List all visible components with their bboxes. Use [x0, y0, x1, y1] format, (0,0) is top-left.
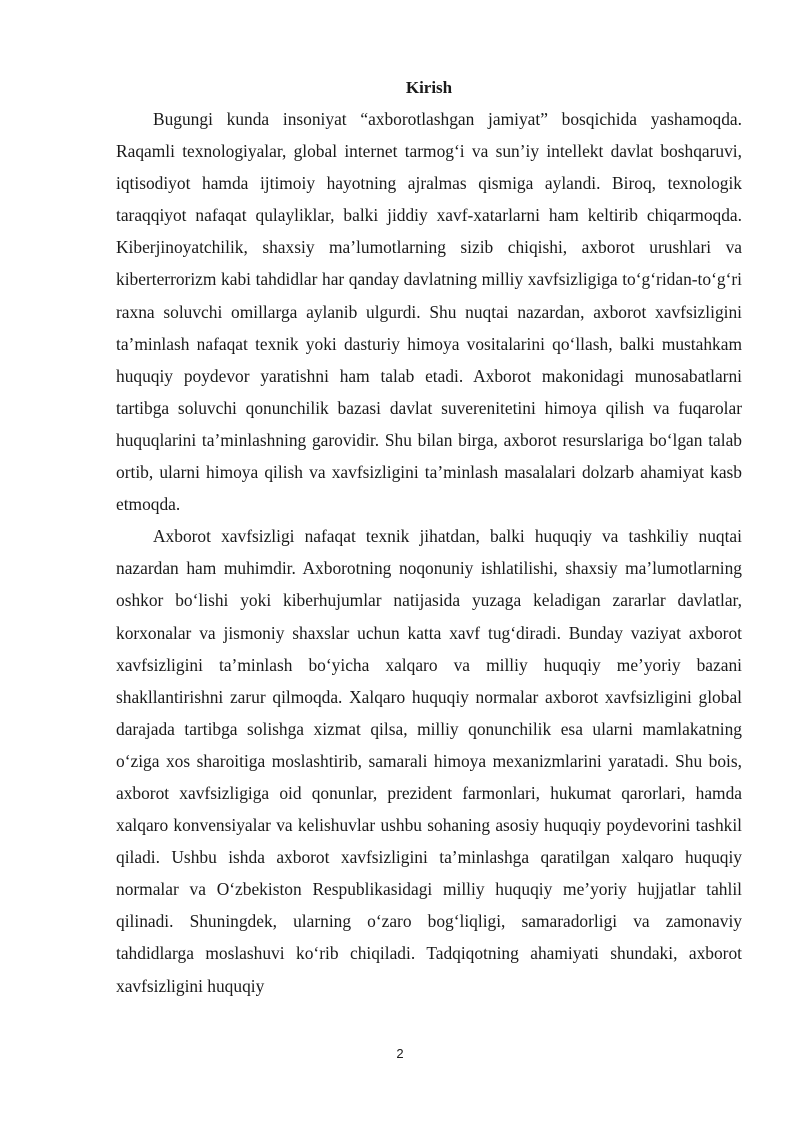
document-page — [116, 74, 742, 1002]
section-title: Kirish — [405, 78, 453, 97]
paragraph-2: Axborot xavfsizligi nafaqat texnik jihatdan, balki huquqiy va tashkiliy nuqtai nazardan ham muhimdir. Axborotning noqonuniy ishlatilishi, shaxsiy ma’lumotlarning oshkor bo‘lishi yoki kiberhujumlar natijasida yuzaga keladigan zararlar davlatlar, korxonalar va jismoniy shaxslar uchun katta xavf tug‘diradi. Bunday vaziyat axborot xavfsizligini ta’minlash bo‘yicha xalqaro va milliy huquqiy me’yoriy bazani shakllantirishni zarur qilmoqda. Xalqaro huquqiy normalar axborot xavfsizligini global darajada tartibga solishga xizmat qilsa, milliy qonunchilik esa ularni mamlakatning o‘ziga xos sharoitiga moslashtirib, samarali himoya mexanizmlarini yaratadi. Shu bois, axborot xavfsizligiga oid qonunlar, prezident farmonlari, hukumat qarorlari, hamda xalqaro konvensiyalar va kelishuvlar ushbu sohaning asosiy huquqiy poydevorini tashkil qiladi. Ushbu ishda axborot xavfsizligini ta’minlashga qaratilgan xalqaro huquqiy normalar va O‘zbekiston Respublikasidagi milliy huquqiy me’yoriy hujjatlar tahlil qilinadi. Shuningdek, ularning o‘zaro bog‘liqligi, samaradorligi va zamonaviy tahdidlarga moslashuvi ko‘rib chiqiladi. Tadqiqotning ahamiyati shundaki, axborot xavfsizligini huquqiy — [116, 526, 742, 996]
page-number: 2 — [396, 1046, 404, 1061]
paragraph-1: Bugungi kunda insoniyat “axborotlashgan jamiyat” bosqichida yashamoqda. Raqamli texnologiyalar, global internet tarmog‘i va sun’iy intellekt davlat boshqaruvi, iqtisodiyot hamda ijtimoiy hayotning ajralmas qismiga aylandi. Biroq, texnologik taraqqiyot nafaqat qulayliklar, balki jiddiy xavf-xatarlarni ham keltirib chiqarmoqda. Kiberjinoyatchilik, shaxsiy ma’lumotlarning sizib chiqishi, axborot urushlari va kiberterrorizm kabi tahdidlar har qanday davlatning milliy xavfsizligiga to‘g‘ridan-to‘g‘ri raxna soluvchi omillarga aylanib ulgurdi. Shu nuqtai nazardan, axborot xavfsizligini ta’minlash nafaqat texnik yoki dasturiy himoya vositalarini qo‘llash, balki mustahkam huquqiy poydevor yaratishni ham talab etadi. Axborot makonidagi munosabatlarni tartibga soluvchi qonunchilik bazasi davlat suverenitetini himoya qilish va fuqarolar huquqlarini ta’minlashning garovidir. Shu bilan birga, axborot resurslariga bo‘lgan talab ortib, ularni himoya qilish va xavfsizligini ta’minlash masalalari dolzarb ahamiyat kasb etmoqda. — [116, 109, 742, 515]
